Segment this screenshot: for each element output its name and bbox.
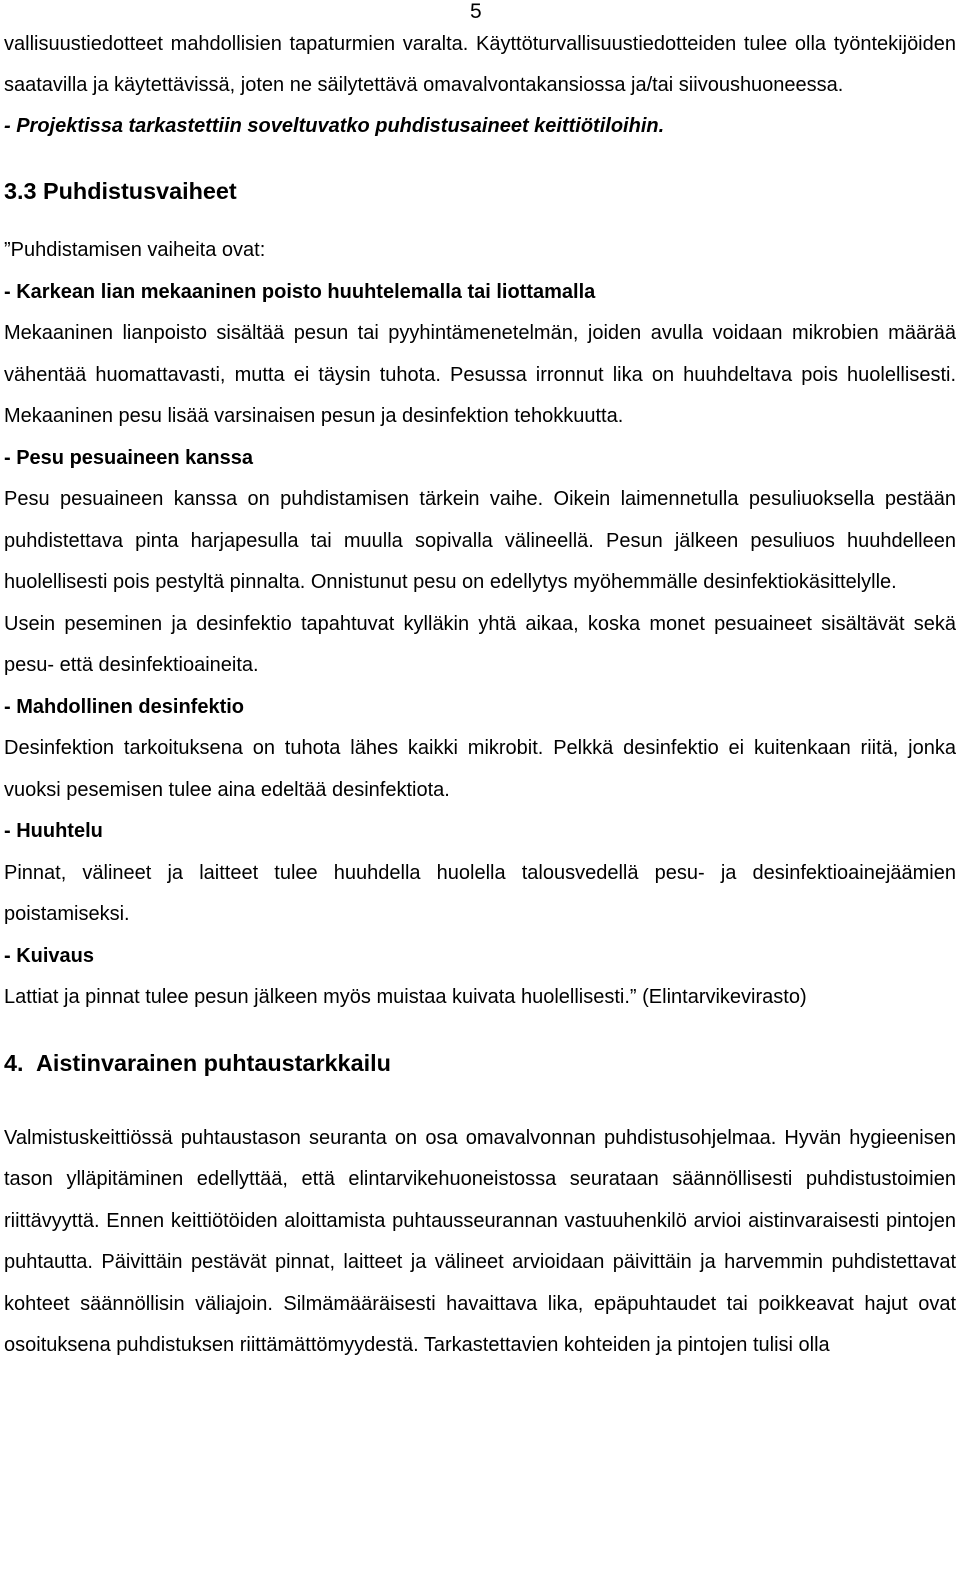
step-title-drying: - Kuivaus: [4, 944, 95, 967]
document-body: [4, 24, 956, 1367]
project-note: - Projektissa tarkastettiin soveltuvatko puhdistusaineet keittiötiloihin.: [4, 115, 665, 137]
page-number: 5: [470, 0, 482, 23]
section-4-number: 4.: [4, 1049, 24, 1076]
step-text-mechanical-removal: Mekaaninen lianpoisto sisältää pesun tai pyyhintämenetelmän, joiden avulla voidaan mikrobien määrää vähentää huomattavasti, mutta ei täysin tuhota. Pesussa irronnut lika on huuhdeltava pois huolellisesti. Mekaaninen pesu lisää varsinaisen pesun ja desinfektion tehokkuutta.: [4, 322, 956, 427]
section-heading-3-3: 3.3 Puhdistusvaiheet: [4, 178, 237, 204]
step-text-disinfection: Desinfektion tarkoituksena on tuhota lähes kaikki mikrobit. Pelkkä desinfektio ei kuitenkaan riitä, jonka vuoksi pesemisen tulee aina edeltää desinfektiota.: [4, 737, 956, 801]
section-intro: ”Puhdistamisen vaiheita ovat:: [4, 239, 266, 261]
step-text-rinsing: Pinnat, välineet ja laitteet tulee huuhdella huolella talousvedellä pesu- ja desinfektioainejäämien poistamiseksi.: [4, 861, 956, 925]
step-title-rinsing: - Huuhtelu: [4, 820, 103, 842]
step-title-mechanical-removal: - Karkean lian mekaaninen poisto huuhtelemalla tai liottamalla: [4, 280, 596, 303]
step-title-disinfection: - Mahdollinen desinfektio: [4, 695, 245, 718]
intro-paragraph: vallisuustiedotteet mahdollisien tapaturmien varalta. Käyttöturvallisuustiedotteiden tulee olla työntekijöiden saatavilla ja käytettävissä, joten ne säilytettävä omavalvontakansiossa ja/tai siivoushuoneessa.: [4, 33, 956, 96]
section-4-paragraph: Valmistuskeittiössä puhtaustason seuranta on osa omavalvonnan puhdistusohjelmaa. Hyvän hygieenisen tason ylläpitäminen edellyttää, että elintarvikehuoneistossa seurataan säännöllisesti puhdistustoimien riittävyyttä. Ennen keittiötöiden aloittamista puhtausseurannan vastuuhenkilö arvioi aistinvaraisesti pintojen puhtautta. Päivittäin pestävät pinnat, laitteet ja välineet arvioidaan päivittäin ja harvemmin puhdistettavat kohteet säännöllisin väliajoin. Silmämääräisesti havaittava lika, epäpuhtaudet tai poikkeavat hajut ovat osoituksena puhdistuksen riittämättömyydestä. Tarkastettavien kohteiden ja pintojen tulisi olla: [4, 1126, 956, 1356]
step-title-washing: - Pesu pesuaineen kanssa: [4, 446, 254, 469]
step-text-washing-note: Usein peseminen ja desinfektio tapahtuvat kylläkin yhtä aikaa, koska monet pesuaineet sisältävät sekä pesu- että desinfektioaineita.: [4, 612, 956, 676]
step-text-drying: Lattiat ja pinnat tulee pesun jälkeen myös muistaa kuivata huolellisesti.” (Elintarvikevirasto): [4, 986, 807, 1008]
section-4-title: Aistinvarainen puhtaustarkkailu: [36, 1049, 391, 1076]
step-text-washing: Pesu pesuaineen kanssa on puhdistamisen tärkein vaihe. Oikein laimennetulla pesuliuoksella pestään puhdistettava pinta harjapesulla tai muulla sopivalla välineellä. Pesun jälkeen pesuliuos huuhdelleen huolellisesti pois pestyltä pinnalta. Onnistunut pesu on edellytys myöhemmälle desinfektiokäsittelylle.: [4, 488, 956, 593]
section-heading-4: [4, 1043, 956, 1084]
